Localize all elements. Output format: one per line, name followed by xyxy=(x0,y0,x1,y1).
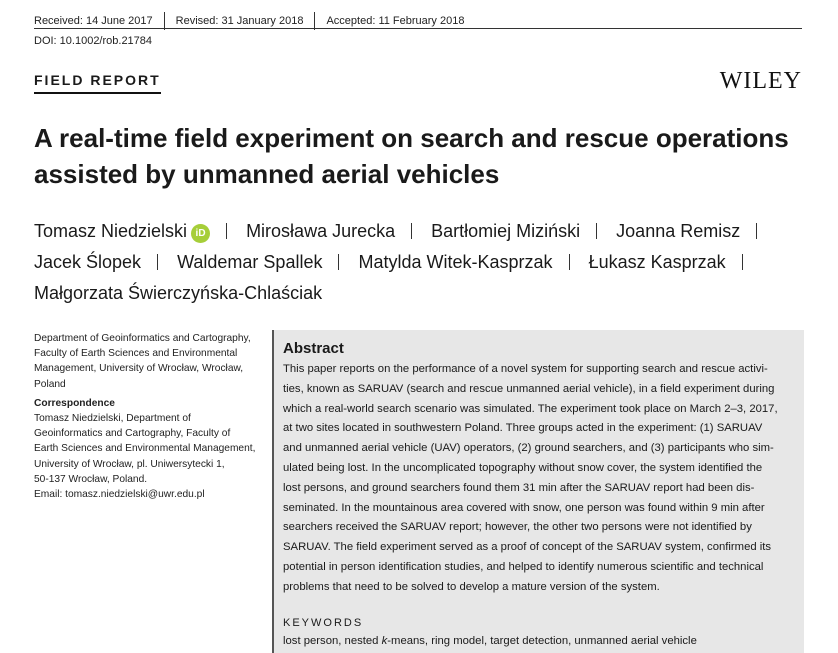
revised-date: Revised: 31 January 2018 xyxy=(175,15,304,27)
abstract-box xyxy=(272,330,804,653)
article-title: A real-time field experiment on search and rescue operations assisted by unmanned aerial vehicles xyxy=(34,123,789,189)
abstract-heading: Abstract xyxy=(283,340,344,357)
author-name[interactable]: Matylda Witek-Kasprzak xyxy=(358,252,553,272)
abstract-line: seminated. In the mountainous area covered with snow, one person was found within 9 min after xyxy=(283,501,765,514)
accepted-date: Accepted: 11 February 2018 xyxy=(326,15,465,27)
keywords-italic: k xyxy=(381,635,388,647)
author[interactable] xyxy=(246,221,426,241)
author[interactable] xyxy=(431,221,611,241)
keywords-heading: KEYWORDS xyxy=(283,617,364,629)
author[interactable] xyxy=(177,252,353,272)
author-name[interactable]: Małgorzata Świerczyńska-Chlaściak xyxy=(34,283,323,303)
doi[interactable]: DOI: 10.1002/rob.21784 xyxy=(34,35,153,47)
correspondence-heading: Correspondence xyxy=(34,397,115,409)
keywords-text: lost person, nested xyxy=(283,635,382,647)
abstract-line: which a real-world search scenario was simulated. The experiment took place on March 2–3, 2017, xyxy=(283,402,778,415)
abstract-line: problems that need to be solved to develop a mature version of the system. xyxy=(283,580,660,593)
abstract-line: potential in person identification studies, and helped to identify numerous scientific and technical xyxy=(283,560,764,573)
keywords-list xyxy=(283,635,697,647)
author[interactable] xyxy=(34,221,241,241)
abstract-text xyxy=(283,360,795,598)
author-separator xyxy=(338,254,339,270)
correspondence-line: Geoinformatics and Cartography, Faculty of xyxy=(34,428,231,440)
author-separator xyxy=(569,254,570,270)
author[interactable] xyxy=(34,283,322,303)
publisher-logo: WILEY xyxy=(719,68,802,94)
author-separator xyxy=(742,254,743,270)
author-name[interactable]: Jacek Ślopek xyxy=(34,252,142,272)
author[interactable] xyxy=(589,252,757,272)
author-name[interactable]: Waldemar Spallek xyxy=(177,252,323,272)
correspondence-line: Tomasz Niedzielski, Department of xyxy=(34,413,191,425)
author-separator xyxy=(226,223,227,239)
affiliation-line: Management, University of Wrocław, Wrocław, xyxy=(34,363,244,375)
author-separator xyxy=(596,223,597,239)
affiliation-line: Poland xyxy=(34,378,66,390)
abstract-line: ties, known as SARUAV (search and rescue unmanned aerial vehicle), in a field experiment during xyxy=(283,382,775,395)
author-separator xyxy=(157,254,158,270)
author-separator xyxy=(411,223,412,239)
author-separator xyxy=(756,223,757,239)
abstract-line: and unmanned aerial vehicle (UAV) operators, (2) ground searchers, and (3) participants who sim- xyxy=(283,442,774,455)
author-name[interactable]: Joanna Remisz xyxy=(616,221,741,241)
correspondence-email[interactable]: Email: tomasz.niedzielski@uwr.edu.pl xyxy=(34,489,205,501)
author-name[interactable]: Mirosława Jurecka xyxy=(246,221,396,241)
abstract-line: lost persons, and ground searchers found them 31 min after the SARUAV report had been dis- xyxy=(283,481,755,494)
correspondence-line: Earth Sciences and Environmental Management, xyxy=(34,443,256,455)
orcid-icon[interactable]: iD xyxy=(191,224,210,243)
received-date: Received: 14 June 2017 xyxy=(34,15,153,27)
abstract-line: at two sites located in southwestern Poland. Three groups acted in the experiment: (1) SARUAV xyxy=(283,422,763,435)
author-name[interactable]: Bartłomiej Miziński xyxy=(431,221,581,241)
author[interactable] xyxy=(616,221,771,241)
author[interactable] xyxy=(358,252,583,272)
affiliation-line: Faculty of Earth Sciences and Environmental xyxy=(34,348,238,360)
abstract-line: SARUAV. The field experiment served as a proof of concept of the SARUAV system, confirmed its xyxy=(283,541,772,554)
abstract-line: searchers received the SARUAV report; however, the other two persons were not identified by xyxy=(283,521,752,534)
correspondence-line: 50-137 Wrocław, Poland. xyxy=(34,473,148,485)
affiliation-block xyxy=(34,331,266,502)
correspondence-line: University of Wrocław, pl. Uniwersytecki 1, xyxy=(34,458,225,470)
abstract-line: This paper reports on the performance of a novel system for supporting search and rescue activi- xyxy=(283,363,768,375)
header-rule xyxy=(34,28,802,29)
section-label: FIELD REPORT xyxy=(34,72,161,94)
author-name[interactable]: Tomasz Niedzielski xyxy=(34,221,188,241)
affiliation-line: Department of Geoinformatics and Cartography, xyxy=(34,333,251,344)
keywords-text: -means, ring model, target detection, unmanned aerial vehicle xyxy=(387,635,697,647)
abstract-line: ulated being lost. In the uncomplicated topography without snow cover, the system identified the xyxy=(283,461,763,474)
author-name[interactable]: Łukasz Kasprzak xyxy=(588,252,726,272)
author[interactable] xyxy=(34,252,172,272)
author-list xyxy=(34,216,804,309)
